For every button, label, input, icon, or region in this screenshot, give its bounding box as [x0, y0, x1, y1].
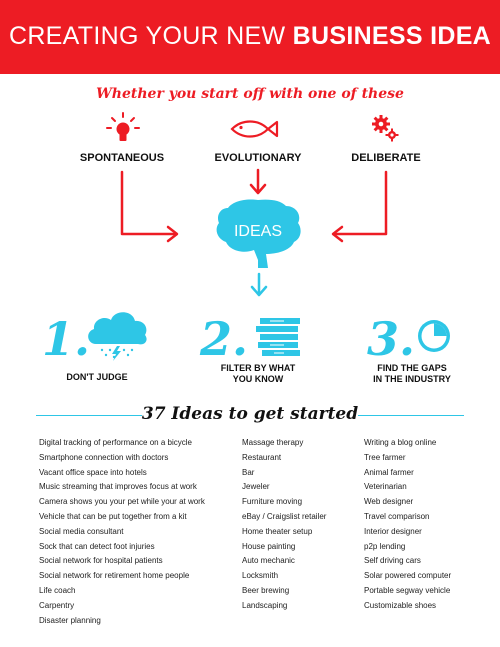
pie-gap-icon: [414, 316, 454, 356]
list-item: Music streaming that improves focus at work: [39, 482, 197, 492]
source-evolutionary: EVOLUTIONARY: [214, 152, 302, 164]
list-item: Bar: [242, 467, 255, 477]
list-item: p2p lending: [364, 541, 406, 551]
list-item: Restaurant: [242, 452, 282, 462]
list-item: Sock that can detect foot injuries: [39, 541, 155, 551]
list-item: Digital tracking of performance on a bicycle: [39, 438, 192, 447]
list-item: Web designer: [364, 497, 414, 507]
step-label-3: FIND THE GAPS IN THE INDUSTRY: [373, 363, 451, 384]
divider-right: [358, 415, 464, 416]
list-item: Disaster planning: [39, 615, 101, 625]
list-item: Carpentry: [39, 600, 75, 610]
list-item: Home theater setup: [242, 526, 313, 536]
list-item: Social network for hospital patients: [39, 556, 163, 566]
list-item: Self driving cars: [364, 556, 421, 566]
step-number-2: 2.: [200, 312, 249, 366]
arrow-spontaneous: [122, 172, 176, 234]
list-item: Social network for retirement home people: [39, 571, 190, 581]
ideas-column-1: [39, 436, 205, 628]
ideas-title: 37 Ideas to get started: [141, 404, 359, 424]
source-deliberate: DELIBERATE: [351, 152, 421, 164]
list-item: Furniture moving: [242, 497, 303, 507]
list-item: Writing a blog online: [364, 438, 437, 447]
list-item: Beer brewing: [242, 585, 290, 595]
ideas-label: IDEAS: [233, 223, 283, 240]
storm-cloud-icon: [84, 306, 150, 362]
list-item: Travel comparison: [364, 511, 430, 521]
ideas-column-2: [242, 436, 326, 614]
book-stack-icon: [254, 318, 304, 358]
arrow-to-steps: [250, 272, 268, 298]
list-item: Tree farmer: [364, 452, 406, 462]
list-item: Interior designer: [364, 526, 422, 536]
list-item: Locksmith: [242, 571, 279, 581]
list-item: Veterinarian: [364, 482, 407, 492]
list-item: Life coach: [39, 585, 76, 595]
list-item: Animal farmer: [364, 467, 414, 477]
arrow-deliberate: [334, 172, 386, 234]
list-item: Vehicle that can be put together from a kit: [39, 511, 187, 521]
source-spontaneous: SPONTANEOUS: [79, 152, 165, 164]
list-item: Vacant office space into hotels: [39, 467, 147, 477]
step-label-1: DON'T JUDGE: [66, 372, 128, 382]
list-item: Landscaping: [242, 600, 288, 610]
subtitle: Whether you start off with one of these: [96, 86, 404, 102]
list-item: Social media consultant: [39, 526, 124, 536]
list-item: Camera shows you your pet while your at work: [39, 497, 205, 507]
step-number-1: 1.: [42, 312, 91, 366]
list-item: Smartphone connection with doctors: [39, 452, 169, 462]
list-item: Portable segway vehicle: [364, 585, 451, 595]
list-item: eBay / Craigslist retailer: [242, 511, 327, 521]
brain-icon: [214, 196, 304, 278]
title-bold: BUSINESS IDEA: [292, 22, 492, 50]
ideas-column-3: [364, 436, 451, 614]
list-item: House painting: [242, 541, 296, 551]
list-item: Solar powered computer: [364, 571, 452, 581]
step-label-2: FILTER BY WHAT YOU KNOW: [220, 363, 296, 384]
list-item: Massage therapy: [242, 438, 304, 447]
list-item: Customizable shoes: [364, 600, 437, 610]
list-item: Auto mechanic: [242, 556, 295, 566]
title-light: CREATING YOUR NEW: [8, 22, 286, 50]
step-number-3: 3.: [367, 312, 416, 366]
list-item: Jeweler: [242, 482, 270, 492]
